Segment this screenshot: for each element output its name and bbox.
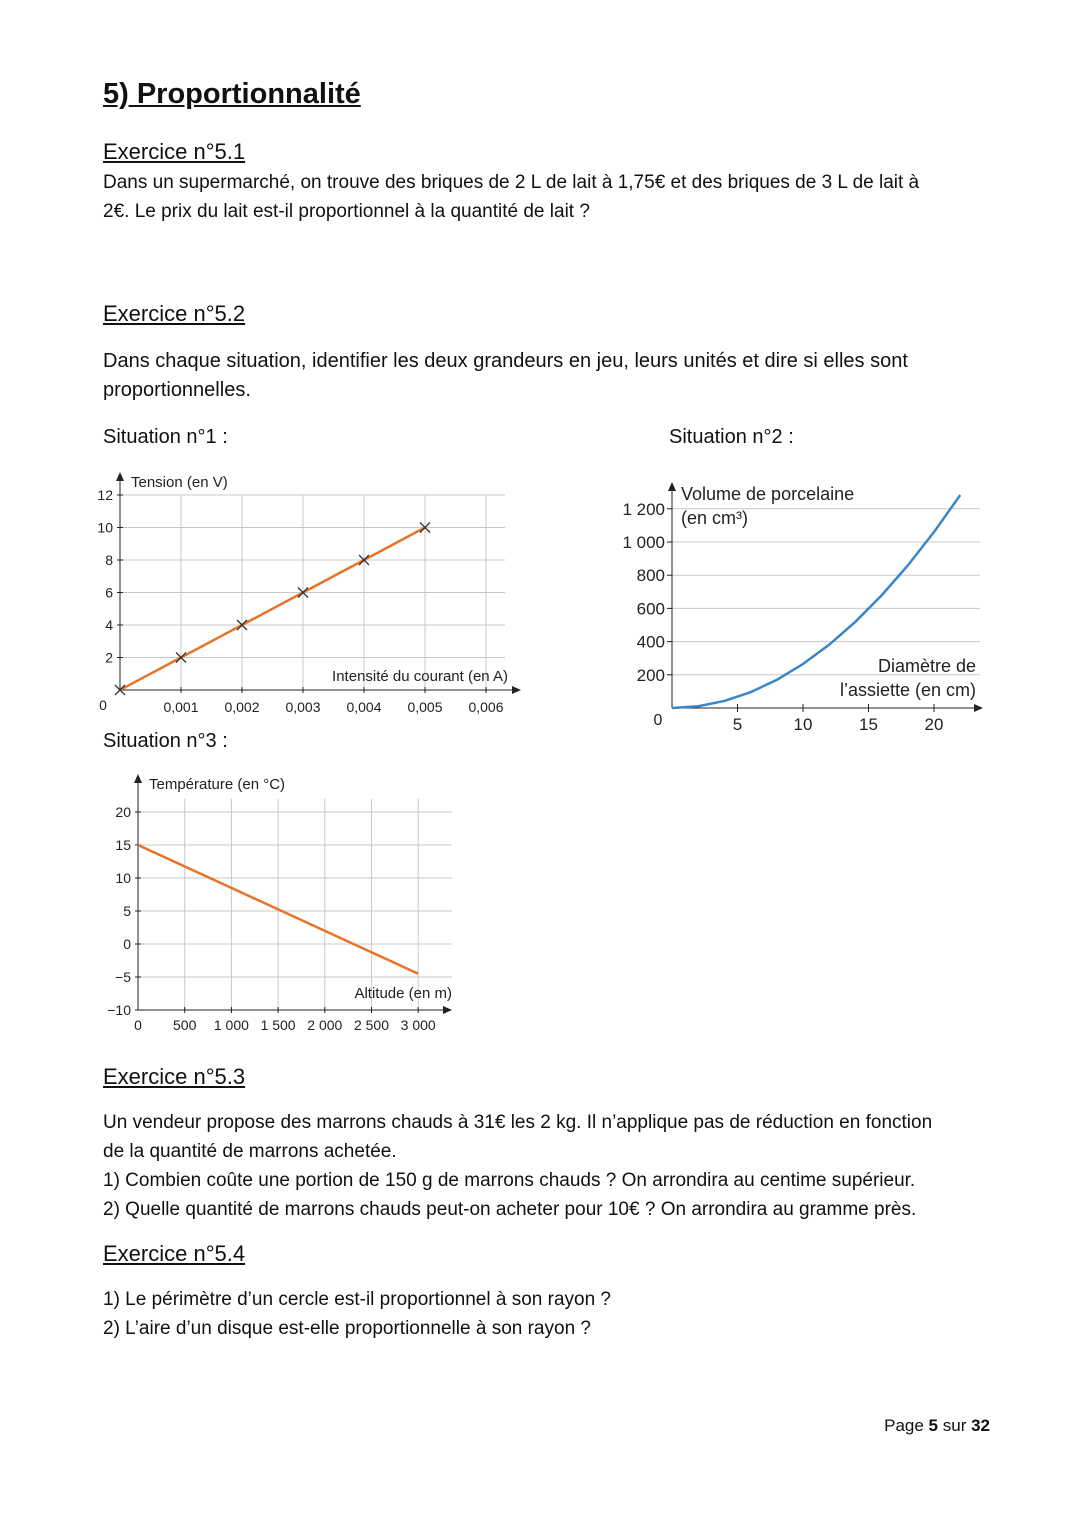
chart1-y-arrow [116, 472, 124, 481]
exercise-5-4-question2: 2) L’aire d’un disque est-elle proportionnelle à son rayon ? [103, 1318, 591, 1339]
exercise-5-2-text [103, 347, 983, 405]
chart3-x-tick-label: 1 000 [213, 1017, 249, 1033]
chart3-y-tick-label: 20 [115, 804, 131, 820]
exercise-5-2-line1: Dans chaque situation, identifier les deux grandeurs en jeu, leurs unités et dire si elles sont [103, 350, 908, 372]
exercise-5-3-question2: 2) Quelle quantité de marrons chauds peut-on acheter pour 10€ ? On arrondira au gramme près. [103, 1199, 917, 1220]
exercise-5-4-question1: 1) Le périmètre d’un cercle est-il proportionnel à son rayon ? [103, 1289, 611, 1310]
footer-total-pages: 32 [971, 1416, 990, 1435]
chart3-x-tick-label: 1 500 [260, 1017, 296, 1033]
chart1-y-tick-label: 10 [97, 519, 113, 536]
chart1-x-tick-label: 0,004 [346, 699, 382, 715]
chart3-y-tick-label: −5 [115, 969, 131, 985]
chart3-origin: 0 [134, 1017, 142, 1033]
exercise-5-2-title: Exercice n°5.2 [103, 301, 246, 326]
chart2-x-arrow [974, 704, 983, 712]
chart2-x-tick-label: 5 [732, 715, 743, 734]
footer-prefix: Page [884, 1416, 929, 1435]
exercise-5-3-line1: Un vendeur propose des marrons chauds à 31€ les 2 kg. Il n’applique pas de réduction en fonction [103, 1112, 933, 1133]
chart2-y-tick-label: 1 000 [622, 533, 665, 552]
situation-1-label: Situation n°1 : [103, 426, 228, 448]
chart2-y-tick-label: 600 [636, 599, 665, 619]
chart2-ylabel-line1: Volume de porcelaine [681, 484, 855, 504]
chart2-x-tick-label: 15 [859, 715, 878, 734]
chart3-ylabel: Température (en °C) [149, 776, 286, 793]
chart2-y-tick-label: 200 [636, 665, 665, 685]
chart1-x-tick-label: 0,001 [163, 699, 199, 715]
chart2-y-tick-label: 800 [636, 566, 665, 586]
chart1-ylabel: Tension (en V) [131, 474, 228, 491]
footer-page-number: 5 [928, 1416, 939, 1435]
chart1-x-tick-label: 0,002 [224, 699, 260, 715]
section-title: 5) Proportionnalité [103, 78, 361, 110]
chart1-y-tick-label: 4 [105, 617, 113, 633]
chart1-y-tick-label: 6 [105, 584, 113, 601]
exercise-5-1-title: Exercice n°5.1 [103, 139, 246, 164]
chart1-xlabel: Intensité du courant (en A) [332, 668, 508, 685]
exercise-5-2-line2: proportionnelles. [103, 379, 251, 401]
chart1-y-tick-label: 12 [97, 487, 113, 503]
page-footer [884, 1416, 990, 1436]
footer-middle: sur [938, 1416, 972, 1435]
situation-3-label: Situation n°3 : [103, 730, 228, 752]
chart3-grid [138, 799, 452, 1010]
chart2-ylabel-line2: (en cm³) [681, 508, 748, 528]
exercise-5-4-title: Exercice n°5.4 [103, 1241, 246, 1266]
exercise-5-3-text [103, 1108, 983, 1224]
chart3-y-tick-label: 5 [123, 903, 131, 919]
chart1-y-tick-label: 2 [105, 649, 113, 666]
chart1-x-tick-label: 0,005 [407, 699, 443, 715]
exercise-5-3-question1: 1) Combien coûte une portion de 150 g de marrons chauds ? On arrondira au centime supérieur. [103, 1170, 916, 1191]
exercise-5-4-text [103, 1285, 983, 1343]
chart2-xlabel-line1: Diamètre de [877, 656, 976, 676]
chart1-x-tick-label: 0,003 [285, 699, 321, 715]
exercise-5-1-line1: Dans un supermarché, on trouve des briques de 2 L de lait à 1,75€ et des briques de 3 L de lait à [103, 172, 920, 193]
chart2-x-tick-label: 10 [793, 715, 813, 734]
chart-situation-1 [85, 468, 525, 723]
chart1-origin: 0 [99, 697, 107, 713]
chart1-x-arrow [512, 686, 521, 694]
chart2-xlabel-line2: l’assiette (en cm) [839, 680, 976, 700]
chart2-y-arrow [668, 482, 676, 491]
chart3-xlabel: Altitude (en m) [354, 985, 452, 1002]
chart3-y-tick-label: 0 [123, 936, 131, 952]
chart3-x-tick-label: 2 500 [353, 1017, 390, 1033]
chart2-y-tick-label: 400 [636, 632, 665, 652]
chart-situation-3 [95, 770, 465, 1040]
exercise-5-1-line2: 2€. Le prix du lait est-il proportionnel à la quantité de lait ? [103, 201, 590, 222]
chart1-x-tick-label: 0,006 [468, 699, 504, 715]
chart3-y-tick-label: 10 [115, 870, 131, 886]
chart1-series-line [120, 528, 425, 691]
chart3-x-arrow [443, 1006, 452, 1014]
chart2-origin: 0 [653, 712, 663, 729]
chart3-y-tick-label: 15 [115, 837, 131, 853]
situation-2-label: Situation n°2 : [669, 426, 794, 448]
chart3-x-tick-label: 3 000 [400, 1017, 436, 1033]
exercise-5-1-text [103, 168, 983, 226]
chart2-y-tick-label: 1 200 [622, 499, 665, 519]
chart3-y-tick-label: −10 [107, 1002, 131, 1018]
chart2-x-tick-label: 20 [924, 715, 944, 734]
chart3-x-tick-label: 2 000 [307, 1017, 343, 1033]
chart-situation-2 [600, 470, 995, 745]
chart1-y-tick-label: 8 [105, 552, 113, 568]
chart3-x-tick-label: 500 [173, 1017, 197, 1033]
exercise-5-3-line2: de la quantité de marrons achetée. [103, 1141, 397, 1162]
chart3-y-arrow [134, 774, 142, 783]
exercise-5-3-title: Exercice n°5.3 [103, 1064, 246, 1089]
